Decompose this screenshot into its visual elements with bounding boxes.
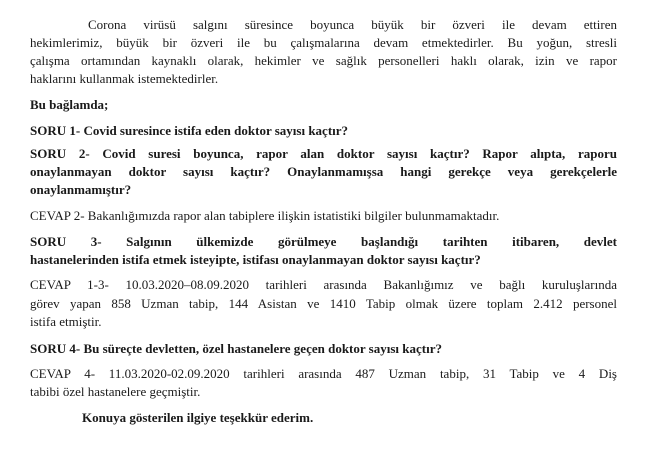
answer-1-3-line-2: görev yapan 858 Uzman tabip, 144 Asistan ve 1410 Tabip olmak üzere toplam 2.412 personel — [30, 296, 617, 311]
answer-4-line-1: CEVAP 4- 11.03.2020-02.09.2020 tarihleri arasında 487 Uzman tabip, 31 Tabip ve 4 Diş — [30, 366, 617, 381]
answer-1-3-line-3: istifa etmiştir. — [30, 314, 102, 329]
answer-2: CEVAP 2- Bakanlığımızda rapor alan tabiplere ilişkin istatistiki bilgiler bulunmamaktadır. — [30, 208, 500, 223]
intro-line-1: Corona virüsü salgını süresince boyunca büyük bir özveri ile devam ettiren — [88, 17, 617, 32]
context-heading: Bu bağlamda; — [30, 97, 109, 112]
intro-line-2: hekimlerimiz, büyük bir özveri ile bu çalışmalarına devam etmektedirler. Bu yoğun, stresli — [30, 35, 617, 50]
closing-line: Konuya gösterilen ilgiye teşekkür ederim. — [82, 410, 314, 425]
intro-line-3: çalışma ortamından kaynaklı olarak, hekimler ve sağlık personelleri haklı olarak, izin ve rapor — [30, 53, 617, 68]
answer-1-3-line-1: CEVAP 1-3- 10.03.2020–08.09.2020 tarihleri arasında Bakanlığımız ve bağlı kuruluşlarında — [30, 277, 617, 292]
question-2-line-3: onaylanmamıştır? — [30, 182, 132, 197]
answer-4-line-2: tabibi özel hastanelere geçmiştir. — [30, 384, 201, 399]
question-3-line-1: SORU 3- Salgının ülkemizde görülmeye başlandığı tarihten itibaren, devlet — [30, 234, 617, 249]
question-2-line-1: SORU 2- Covid suresi boyunca, rapor alan doktor sayısı kaçtır? Rapor alıpta, raporu — [30, 146, 617, 161]
question-3-line-2: hastanelerinden istifa etmek isteyipte, istifası onaylanmayan doktor sayısı kaçtır? — [30, 252, 481, 267]
question-2-line-2: onaylanmayan doktor sayısı kaçtır? Onaylanmamışsa hangi gerekçe veya gerekçelerle — [30, 164, 617, 179]
intro-line-4: haklarını kullanmak istemektedirler. — [30, 71, 219, 86]
question-4: SORU 4- Bu süreçte devletten, özel hastanelere geçen doktor sayısı kaçtır? — [30, 341, 442, 356]
question-1: SORU 1- Covid suresince istifa eden doktor sayısı kaçtır? — [30, 123, 349, 138]
